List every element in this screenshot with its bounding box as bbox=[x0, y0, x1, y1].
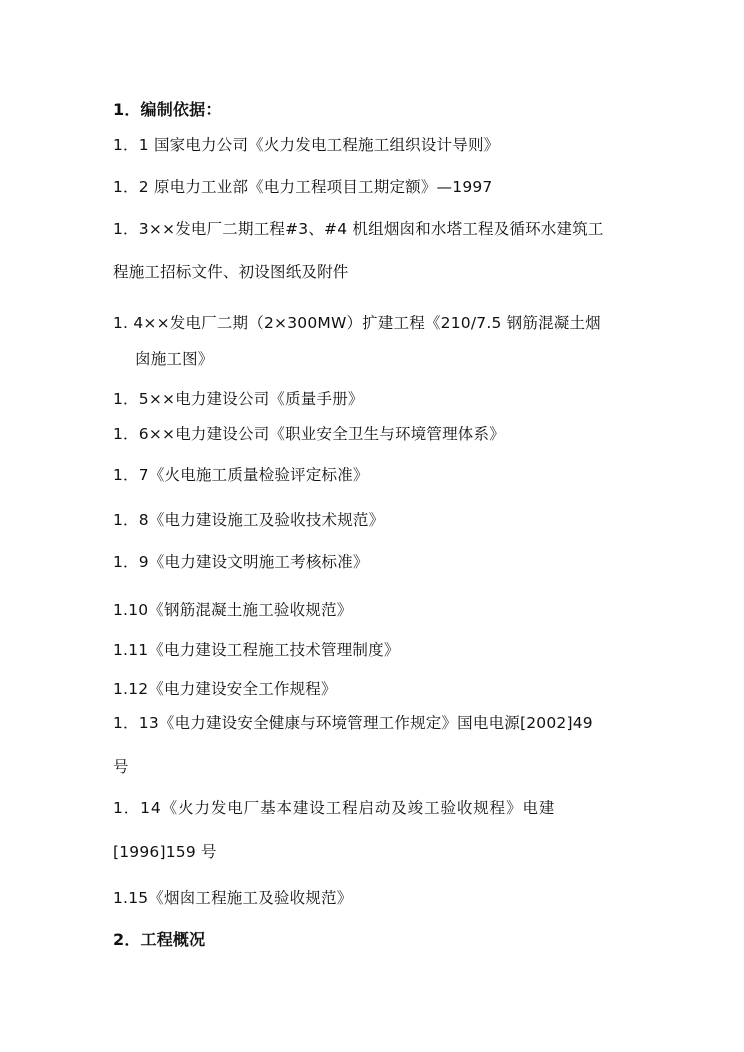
list-item: 1．13《电力建设安全健康与环境管理工作规定》国电电源[2002]49 bbox=[113, 714, 593, 732]
list-item: 1.10《钢筋混凝土施工验收规范》 bbox=[113, 601, 353, 619]
list-item: 号 bbox=[113, 758, 129, 776]
list-item: [1996]159 号 bbox=[113, 843, 217, 861]
list-item: 1．7《火电施工质量检验评定标准》 bbox=[113, 466, 369, 484]
list-item: 1.15《烟囱工程施工及验收规范》 bbox=[113, 889, 353, 907]
list-item: 1．2 原电力工业部《电力工程项目工期定额》—1997 bbox=[113, 178, 493, 196]
section-heading-overview: 2．工程概况 bbox=[113, 930, 206, 949]
list-item: 1．8《电力建设施工及验收技术规范》 bbox=[113, 511, 385, 529]
list-item: 1．14《火力发电厂基本建设工程启动及竣工验收规程》电建 bbox=[113, 799, 556, 817]
list-item: 1. 4××发电厂二期（2×300MW）扩建工程《210/7.5 钢筋混凝土烟 bbox=[113, 314, 601, 332]
list-item: 1.12《电力建设安全工作规程》 bbox=[113, 680, 337, 698]
list-item: 1．5××电力建设公司《质量手册》 bbox=[113, 390, 364, 408]
list-item: 1.11《电力建设工程施工技术管理制度》 bbox=[113, 641, 400, 659]
list-item: 1．6××电力建设公司《职业安全卫生与环境管理体系》 bbox=[113, 425, 505, 443]
list-item: 1．9《电力建设文明施工考核标准》 bbox=[113, 553, 369, 571]
section-heading-basis: 1．编制依据： bbox=[113, 100, 222, 119]
list-item: 1．3××发电厂二期工程#3、#4 机组烟囱和水塔工程及循环水建筑工 bbox=[113, 220, 604, 238]
list-item: 程施工招标文件、初设图纸及附件 bbox=[113, 263, 349, 281]
list-item: 囱施工图》 bbox=[135, 350, 214, 368]
list-item: 1．1 国家电力公司《火力发电工程施工组织设计导则》 bbox=[113, 136, 500, 154]
